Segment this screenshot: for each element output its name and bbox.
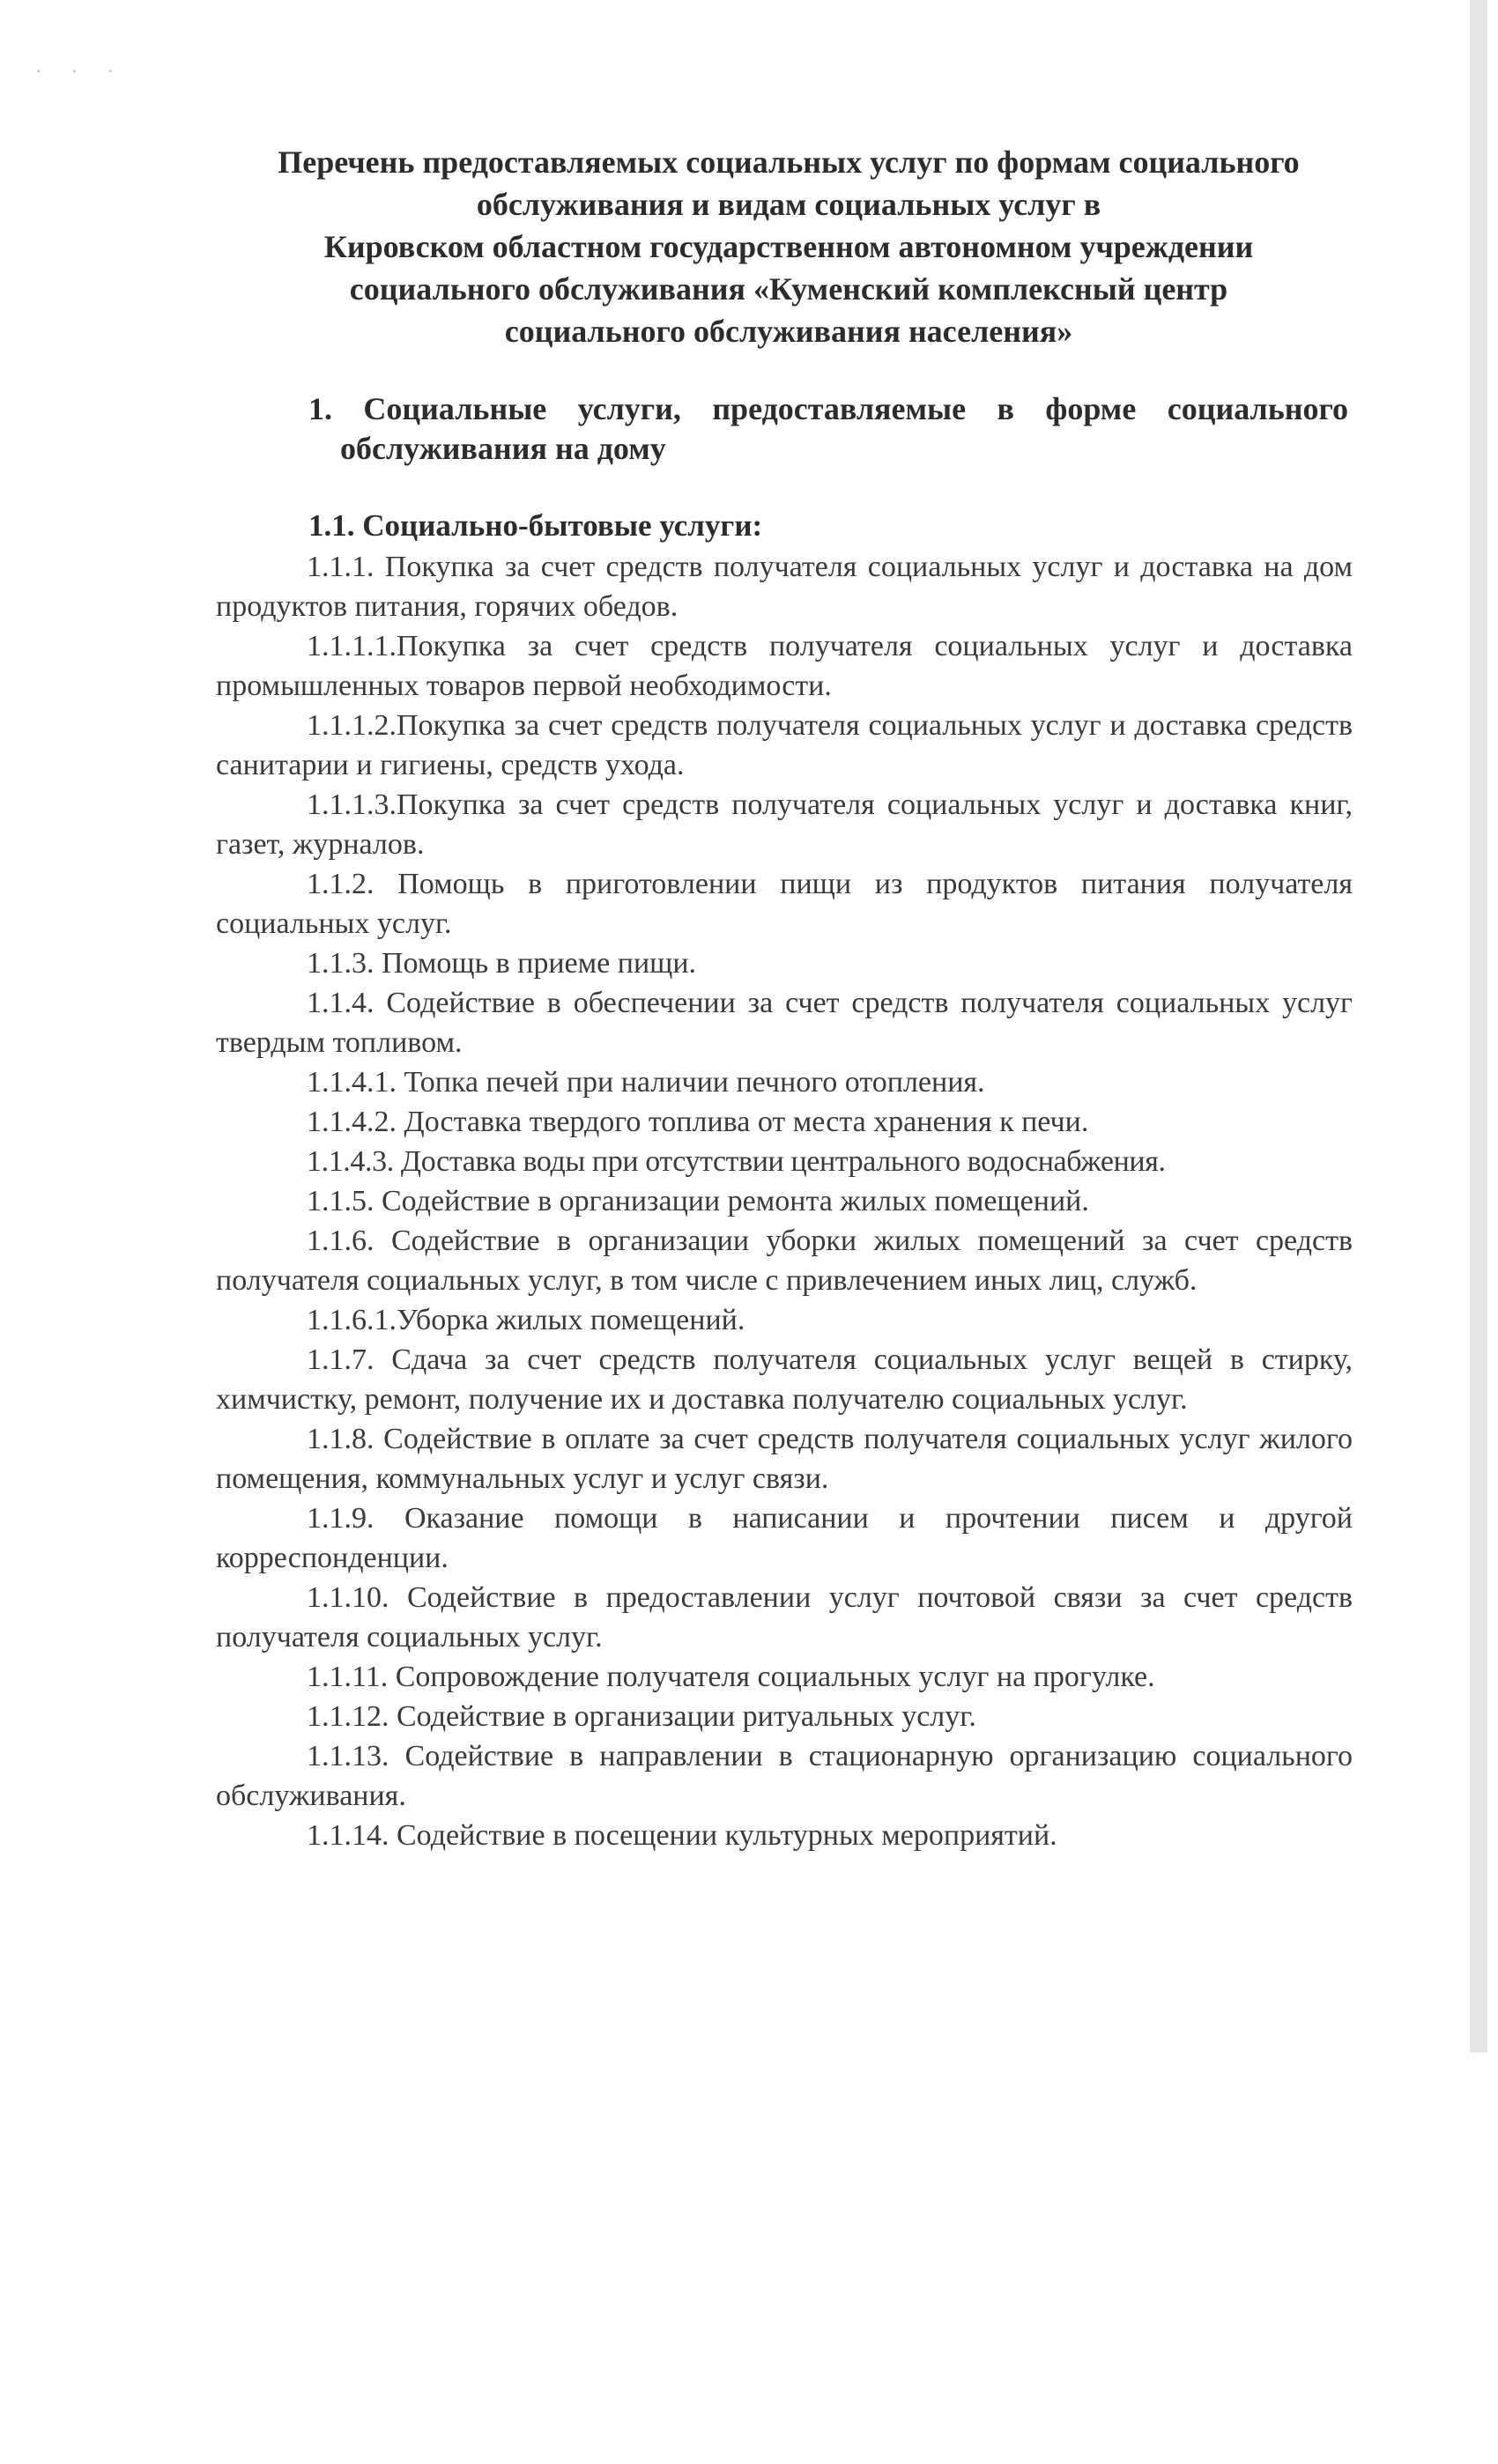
list-item: 1.1.4.3. Доставка воды при отсутствии центрального водоснабжения. [307, 1145, 1166, 1178]
list-item: 1.1.9. Оказание помощи в написании и прочтении писем и другой корреспонденции. [216, 1502, 1353, 1574]
title-line: обслуживания и видам социальных услуг в [476, 187, 1101, 222]
list-item: 1.1.13. Содействие в направлении в стационарную организацию социального обслуживания. [216, 1740, 1353, 1812]
section-word: социального [1167, 391, 1348, 426]
list-item: 1.1.5. Содействие в организации ремонта жилых помещений. [307, 1185, 1089, 1217]
list-item: 1.1.12. Содействие в организации ритуальных услуг. [307, 1700, 976, 1733]
list-item: 1.1.2. Помощь в приготовлении пищи из продуктов питания получателя социальных услуг. [216, 868, 1353, 940]
list-item: 1.1.1.2.Покупка за счет средств получателя социальных услуг и доставка средств санитарии и гигиены, средств ухода. [216, 709, 1353, 781]
scan-edge-shadow [1470, 0, 1487, 2053]
subsection-heading: 1.1. Социально-бытовые услуги: [308, 508, 763, 543]
list-item: 1.1.6.1.Уборка жилых помещений. [307, 1304, 745, 1336]
title-line: социального обслуживания «Куменский комплексный центр [349, 271, 1228, 307]
scan-specks: · · · [35, 60, 126, 82]
document-title [203, 141, 1375, 352]
list-item: 1.1.7. Сдача за счет средств получателя социальных услуг вещей в стирку, химчистку, ремонт, получение их и доставка получателю социальных услуг. [216, 1343, 1353, 1416]
section-number: 1. [308, 391, 332, 426]
list-item: 1.1.4. Содействие в обеспечении за счет средств получателя социальных услуг твердым топливом. [216, 987, 1353, 1059]
list-item: 1.1.1. Покупка за счет средств получателя социальных услуг и доставка на дом продуктов питания, горячих обедов. [216, 551, 1353, 623]
section-word: в [997, 391, 1014, 426]
title-line: Перечень предоставляемых социальных услуг по формам социального [278, 144, 1300, 180]
list-item: 1.1.10. Содействие в предоставлении услуг почтовой связи за счет средств получателя социальных услуг. [216, 1581, 1353, 1654]
title-line: Кировском областном государственном автономном учреждении [323, 229, 1254, 264]
title-line: социального обслуживания населения» [504, 314, 1073, 349]
list-item: 1.1.8. Содействие в оплате за счет средств получателя социальных услуг жилого помещения, коммунальных услуг и услуг связи. [216, 1423, 1353, 1495]
list-item: 1.1.1.1.Покупка за счет средств получателя социальных услуг и доставка промышленных товаров первой необходимости. [216, 630, 1353, 702]
section-heading-line1 [308, 389, 1348, 429]
list-item: 1.1.3. Помощь в приеме пищи. [307, 947, 697, 980]
list-item: 1.1.4.2. Доставка твердого топлива от места хранения к печи. [307, 1106, 1089, 1138]
section-word: форме [1045, 391, 1137, 426]
section-word: Социальные [363, 391, 547, 426]
list-item: 1.1.6. Содействие в организации уборки жилых помещений за счет средств получателя социальных услуг, в том числе с привлечением иных лиц, служб. [216, 1225, 1353, 1297]
section-word: услуги, [577, 391, 681, 426]
section-word: предоставляемые [712, 391, 967, 426]
section-heading-line2: обслуживания на дому [340, 431, 666, 466]
section-heading [308, 389, 1348, 469]
list-item: 1.1.4.1. Топка печей при наличии печного отопления. [307, 1066, 985, 1099]
list-item: 1.1.14. Содействие в посещении культурных мероприятий. [307, 1819, 1057, 1852]
services-list [216, 547, 1353, 1855]
list-item: 1.1.1.3.Покупка за счет средств получателя социальных услуг и доставка книг, газет, журналов. [216, 788, 1353, 861]
list-item: 1.1.11. Сопровождение получателя социальных услуг на прогулке. [307, 1661, 1155, 1693]
